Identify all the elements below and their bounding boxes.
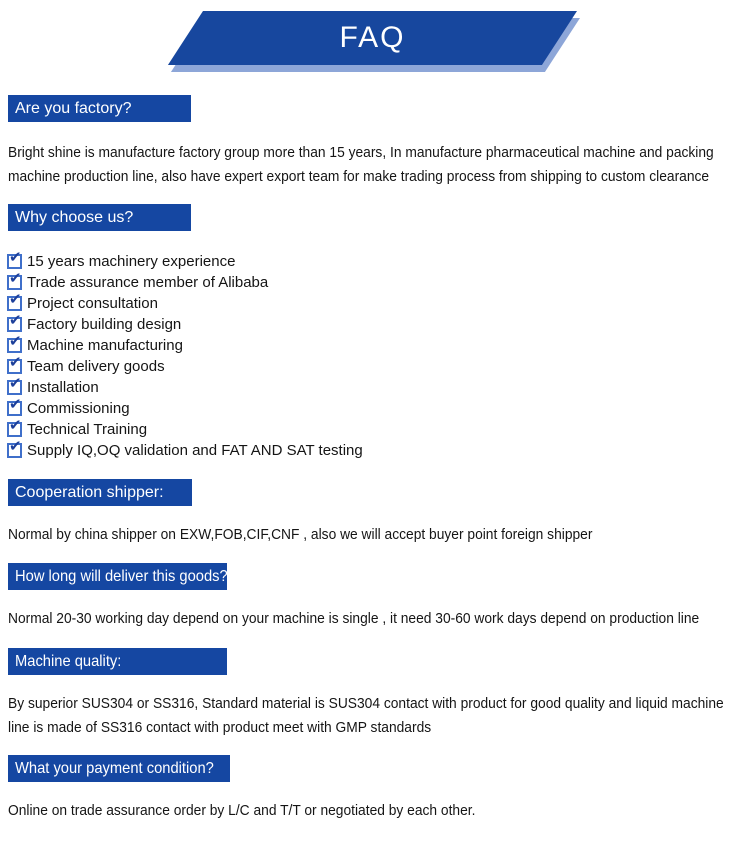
answer-line: Bright shine is manufacture factory group more than 15 years, In manufacture pharmaceutical machine and packing bbox=[8, 144, 714, 161]
answer-line: line is made of SS316 contact with product meet with GMP standards bbox=[8, 719, 432, 736]
answer-delivery-time bbox=[8, 607, 750, 631]
section-heading-machine-quality bbox=[8, 648, 227, 675]
answer-line: Normal 20-30 working day depend on your machine is single , it need 30-60 work days depend on production line bbox=[8, 610, 700, 627]
checklist-item bbox=[7, 272, 750, 293]
checklist-item-label: Commissioning bbox=[27, 400, 130, 417]
checked-checkbox-icon bbox=[7, 338, 22, 353]
checked-checkbox-icon bbox=[7, 443, 22, 458]
checked-checkbox-icon bbox=[7, 275, 22, 290]
heading-label: Cooperation shipper: bbox=[15, 484, 164, 501]
checklist-item bbox=[7, 377, 750, 398]
checked-checkbox-icon bbox=[7, 401, 22, 416]
checklist-item bbox=[7, 440, 750, 461]
answer-machine-quality bbox=[8, 692, 750, 740]
section-heading-cooperation-shipper bbox=[8, 479, 192, 506]
answer-line: machine production line, also have expert export team for make trading process from shipping to custom clearance bbox=[8, 168, 710, 185]
checklist-item bbox=[7, 356, 750, 377]
checklist-item-label: 15 years machinery experience bbox=[27, 253, 236, 270]
section-heading-are-you-factory bbox=[8, 95, 191, 122]
checklist-item-label: Project consultation bbox=[27, 295, 158, 312]
checklist-item bbox=[7, 335, 750, 356]
why-choose-us-checklist bbox=[7, 251, 750, 461]
checklist-item-label: Team delivery goods bbox=[27, 358, 165, 375]
checked-checkbox-icon bbox=[7, 296, 22, 311]
section-heading-payment-condition bbox=[8, 755, 230, 782]
checklist-item-label: Technical Training bbox=[27, 421, 148, 438]
checked-checkbox-icon bbox=[7, 317, 22, 332]
checked-checkbox-icon bbox=[7, 422, 22, 437]
answer-cooperation-shipper bbox=[8, 523, 750, 547]
checked-checkbox-icon bbox=[7, 359, 22, 374]
banner-shape bbox=[168, 11, 577, 65]
checklist-item-label: Installation bbox=[27, 379, 99, 396]
answer-are-you-factory bbox=[8, 141, 750, 189]
checked-checkbox-icon bbox=[7, 380, 22, 395]
checklist-item bbox=[7, 314, 750, 335]
checklist-item bbox=[7, 419, 750, 440]
checklist-item-label: Supply IQ,OQ validation and FAT AND SAT testing bbox=[27, 442, 363, 459]
heading-label: How long will deliver this goods? bbox=[15, 568, 228, 585]
section-heading-delivery-time bbox=[8, 563, 227, 590]
banner-title: FAQ bbox=[339, 21, 406, 54]
heading-label: Machine quality: bbox=[15, 653, 122, 670]
answer-line: Online on trade assurance order by L/C and T/T or negotiated by each other. bbox=[8, 802, 476, 819]
checklist-item bbox=[7, 398, 750, 419]
checklist-item bbox=[7, 293, 750, 314]
checklist-item-label: Factory building design bbox=[27, 316, 182, 333]
heading-label: What your payment condition? bbox=[15, 760, 214, 777]
answer-line: Normal by china shipper on EXW,FOB,CIF,CNF , also we will accept buyer point foreign shipper bbox=[8, 526, 593, 543]
checked-checkbox-icon bbox=[7, 254, 22, 269]
section-heading-why-choose-us bbox=[8, 204, 191, 231]
checklist-item-label: Trade assurance member of Alibaba bbox=[27, 274, 269, 291]
faq-banner bbox=[0, 0, 750, 88]
heading-label: Why choose us? bbox=[15, 209, 134, 226]
answer-line: By superior SUS304 or SS316, Standard material is SUS304 contact with product for good quality and liquid machine bbox=[8, 695, 724, 712]
checklist-item-label: Machine manufacturing bbox=[27, 337, 183, 354]
heading-label: Are you factory? bbox=[15, 100, 132, 117]
checklist-item bbox=[7, 251, 750, 272]
answer-payment-condition bbox=[8, 799, 750, 823]
